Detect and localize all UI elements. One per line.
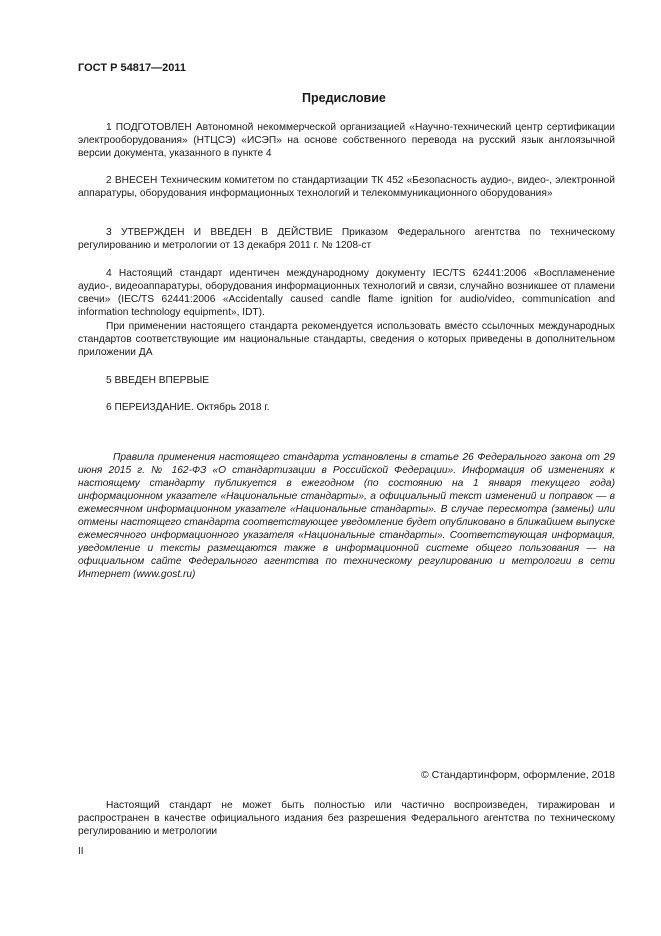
copyright-line: © Стандартинформ, оформление, 2018 — [420, 769, 615, 781]
page-number: II — [78, 846, 84, 857]
paragraph-2-submitted: 2 ВНЕСЕН Техническим комитетом по стандартизации ТК 452 «Безопасность аудио-, видео-, электронной аппаратуры, оборудования информационных технологий и телекоммуникационного оборудования» — [78, 175, 615, 199]
paragraph-3-approved: 3 УТВЕРЖДЕН И ВВЕДЕН В ДЕЙСТВИЕ Приказом Федерального агентства по техническому регулированию и метрологии от 13 декабря 2011 г. № 1208-ст — [78, 227, 615, 251]
page-title: Предисловие — [302, 91, 386, 105]
paragraph-5-first-introduced: 5 ВВЕДЕН ВПЕРВЫЕ — [106, 375, 210, 386]
reproduction-notice: Настоящий стандарт не может быть полностью или частично воспроизведен, тиражирован и распространен в качестве официального издания без разрешения Федерального агентства по техническому регулированию и метрологии — [78, 800, 615, 837]
paragraph-4-identical: 4 Настоящий стандарт идентичен международному документу IEC/TS 62441:2006 «Воспламенение аудио-, видеоаппаратуры, оборудования информационных технологий и связи, случайно возникшее от пламени свечи» (IEC/TS 62441:2006 «Accidentally caused candle flame ignition for audio/video, communication and information technology equipment», IDT). — [78, 268, 615, 318]
paragraph-4-recommendation: При применении настоящего стандарта рекомендуется использовать вместо ссылочных международных стандартов соответствующие им национальные стандарты, сведения о которых приведены в дополнительном приложении ДА — [78, 321, 615, 358]
paragraph-6-reissue: 6 ПЕРЕИЗДАНИЕ. Октябрь 2018 г. — [106, 402, 270, 413]
standard-header: ГОСТ Р 54817—2011 — [78, 62, 186, 74]
paragraph-1-prepared: 1 ПОДГОТОВЛЕН Автономной некоммерческой организацией «Научно-технический центр сертификации электрооборудования» (НТЦСЭ) «ИСЭП» на основе собственного перевода на русский язык англоязычной версии документа, указанного в пункте 4 — [78, 122, 615, 159]
application-rules-notice: Правила применения настоящего стандарта установлены в статье 26 Федерального закона от 29 июня 2015 г. № 162-ФЗ «О стандартизации в Российской Федерации». Информация об изменениях к настоящему стандарту публикуется в ежегодном (по состоянию на 1 января текущего года) информационном указателе «Национальные стандарты», а официальный текст изменений и поправок — в ежемесячном информационном указателе «Национальные стандарты». В случае пересмотра (замены) или отмены настоящего стандарта соответствующее уведомление будет опубликовано в ближайшем выпуске ежемесячного информационного указателя «Национальные стандарты». Соответствующая информация, уведомление и тексты размещаются также в информационной системе общего пользования — на официальном сайте Федерального агентства по техническому регулированию и метрологии в сети Интернет (www.gost.ru) — [78, 452, 615, 580]
